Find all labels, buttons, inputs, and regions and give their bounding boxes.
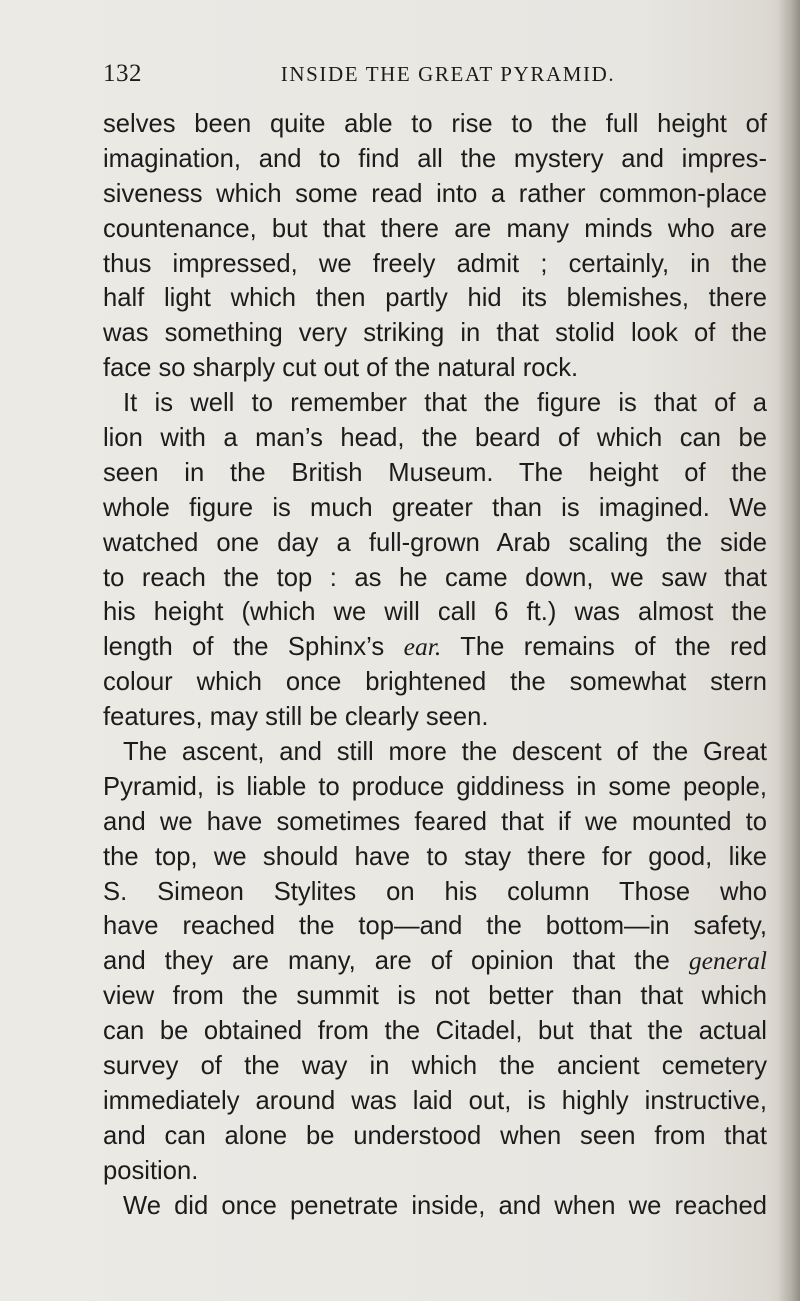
text-line: selves been quite able to rise to the full height of	[103, 110, 767, 138]
text-line: whole figure is much greater than is imagined. We	[103, 493, 767, 522]
text-line: siveness which some read into a rather common-place	[103, 179, 767, 208]
text-line: It is well to remember that the figure is that of a	[123, 389, 767, 418]
page-edge-shadow	[778, 0, 800, 1301]
text-line: position.	[103, 1156, 199, 1185]
text-line: and can alone be understood when seen from that	[103, 1121, 767, 1150]
text-line: Pyramid, is liable to produce giddiness in some people,	[103, 772, 767, 801]
text-line: thus impressed, we freely admit ; certainly, in the	[103, 249, 767, 278]
text-line: face so sharply cut out of the natural rock.	[103, 354, 579, 383]
text-line	[103, 944, 767, 979]
text-line: immediately around was laid out, is highly instructive,	[103, 1086, 767, 1115]
text-line: his height (which we will call 6 ft.) was almost the	[103, 598, 767, 627]
text-line: and we have sometimes feared that if we mounted to	[103, 807, 767, 836]
text-run: and they are many, are of opinion that the	[103, 947, 689, 976]
text-line: We did once penetrate inside, and when we reached	[123, 1191, 767, 1220]
italic-word: ear.	[403, 632, 442, 662]
text-line	[103, 630, 767, 665]
text-line: features, may still be clearly seen.	[103, 703, 489, 732]
text-line: lion with a man’s head, the beard of which can be	[103, 424, 767, 453]
text-line: half light which then partly hid its blemishes, there	[103, 284, 767, 313]
text-line: view from the summit is not better than that which	[103, 982, 767, 1011]
text-line: can be obtained from the Citadel, but that the actual	[103, 1017, 767, 1046]
body-text	[103, 107, 767, 1224]
text-line: watched one day a full-grown Arab scaling the side	[103, 528, 767, 557]
text-line: countenance, but that there are many minds who are	[103, 214, 767, 243]
text-run: The remains of the red	[441, 633, 767, 662]
page-header	[103, 60, 763, 96]
text-line: S. Simeon Stylites on his column Those who	[103, 877, 767, 906]
text-line: seen in the British Museum. The height of the	[103, 458, 767, 487]
text-line: the top, we should have to stay there for good, like	[103, 842, 767, 871]
text-line: The ascent, and still more the descent of the Great	[123, 738, 767, 767]
text-line: was something very striking in that stolid look of the	[103, 319, 767, 348]
italic-word: general	[688, 946, 767, 976]
text-line: to reach the top : as he came down, we saw that	[103, 563, 767, 592]
text-line: survey of the way in which the ancient cemetery	[103, 1052, 767, 1081]
text-line: imagination, and to find all the mystery and impres-	[103, 144, 767, 173]
text-run: length of the Sphinx’s	[103, 633, 404, 662]
text-line: have reached the top—and the bottom—in safety,	[103, 912, 767, 941]
running-title: INSIDE THE GREAT PYRAMID.	[280, 62, 616, 86]
page-number: 132	[103, 60, 142, 87]
text-line: colour which once brightened the somewhat stern	[103, 668, 767, 697]
